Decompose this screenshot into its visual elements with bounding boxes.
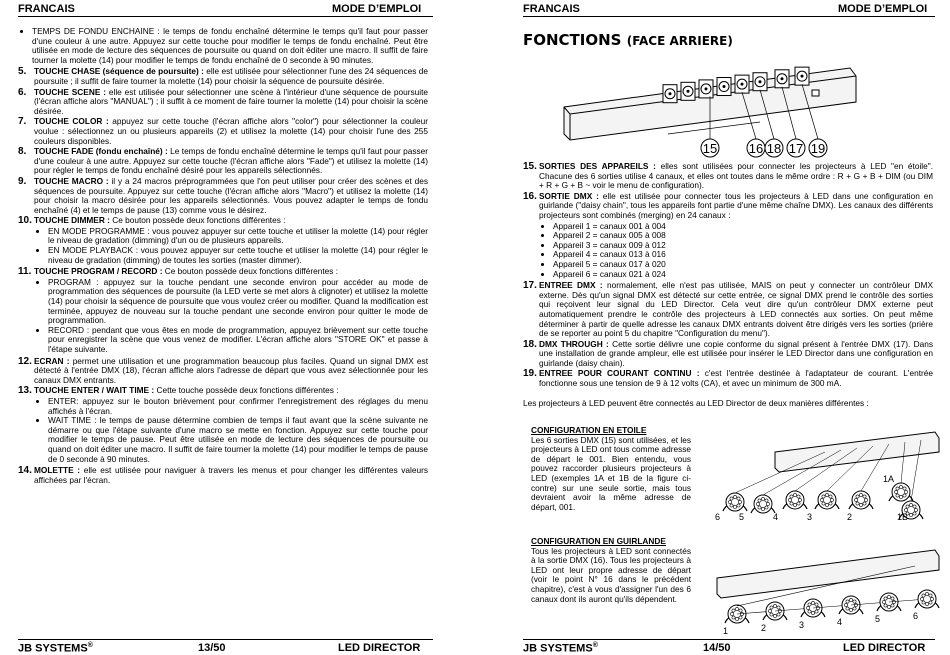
fixture-label: 4	[773, 512, 779, 522]
channel-assignment: • Appareil 5 = canaux 017 à 020	[553, 260, 933, 270]
enter-bullets	[18, 397, 428, 464]
fixture-label: 2	[761, 623, 767, 633]
chain-config	[531, 537, 691, 605]
footer-page-number: 14/50	[703, 642, 731, 654]
channel-assignment: • Appareil 4 = canaux 013 à 016	[553, 250, 933, 260]
led-fixture-icon	[883, 474, 913, 501]
header-rule	[18, 16, 433, 17]
section-title: FONCTIONS (FACE ARRIERE)	[523, 31, 733, 49]
xlr-connector-icon	[735, 75, 749, 93]
footer-product: LED DIRECTOR	[338, 642, 421, 654]
led-fixture-icon	[799, 599, 825, 630]
fixture-label: 6	[715, 512, 721, 522]
chain-config-diagram	[715, 548, 941, 638]
xlr-connector-icon	[699, 80, 713, 98]
channel-assignment: • Appareil 3 = canaux 009 à 012	[553, 241, 933, 251]
fixture-label: 1A	[883, 474, 895, 484]
numbered-item: 19. ENTREE POUR COURANT CONTINU : c'est l'entrée destinée à l'adaptateur de courant. L'entrée fonctionne sous une tension de 9 à 12 volts (CA), et avec un minimum de 300 mA.	[523, 368, 933, 389]
star-config-diagram	[715, 430, 941, 525]
xlr-connector-icon	[681, 82, 695, 100]
program-bullets	[18, 278, 428, 355]
numbered-item: 9. TOUCHE MACRO : il y a 24 macros préprogrammées que l'on peut utiliser pour créer des scènes et des séquences de poursuite. Appuyez sur cette touche (l'écran affiche alors "Macro") et utilisez la molette (14) pour choisir la macro désirée pour les appareils sélectionnés. Vous pouvez adapter le temps de fondu enchaîné (4) et le temps de pause (13) comme vous le désirez.	[18, 175, 428, 215]
led-fixture-icon	[773, 491, 807, 522]
dimmer-bullets	[18, 227, 428, 265]
enter-bullet: • ENTER: appuyez sur le bouton brièvement pour confirmer l'enregistrement des réglages du menu affichés à l'écran.	[48, 397, 428, 416]
chain-config-title: CONFIGURATION EN GUIRLANDE	[531, 536, 666, 546]
channel-assignment: • Appareil 1 = canaux 001 à 004	[553, 222, 933, 232]
channel-assignment: • Appareil 6 = canaux 021 à 024	[553, 270, 933, 280]
fixture-label: 3	[799, 620, 805, 630]
fixture-label: 4	[837, 617, 843, 627]
numbered-item: 15. SORTIES DES APPAREILS : elles sont utilisées pour connecter les projecteurs à LED "en étoile". Chacune des 6 sorties utilise 4 canaux, et elles ont toutes dans le même ordre : R + G + B + DIM (ou DIM + R + G + B ~ voir le menu de configuration).	[523, 161, 933, 191]
led-fixture-icon	[847, 491, 873, 522]
right-page	[475, 0, 950, 654]
svg-text:19: 19	[810, 141, 826, 156]
left-body	[18, 27, 428, 486]
xlr-connector-icon	[717, 78, 731, 96]
fixture-label: 1	[723, 626, 729, 636]
led-fixture-icon	[897, 501, 923, 522]
connection-intro: Les projecteurs à LED peuvent être connectés au LED Director de deux manières différentes :	[523, 397, 869, 408]
numbered-item: 17. ENTREE DMX : normalement, elle n'est pas utilisée, MAIS on peut y connecter un contrôleur DMX externe. Dès qu'un signal DMX est détecté sur cette entrée, ce signal DMX prend le contrôle des sorties qui reçoivent leur signal du LED Director. Cela veut dire qu'un contrôleur DMX externe peut automatiquement prendre le contrôle des projecteurs à LED connectés aux sorties. On peut même déterminer à partir de quelle adresse les canaux DMX entrants doivent être dirigés vers les sorties (prière de se reporter au point 5 du chapitre "Configuration du menu").	[523, 280, 933, 339]
star-config-text: Les 6 sorties DMX (15) sont utilisées, et les projecteurs à LED ont tous comme adresse de départ le 001. Bien entendu, vous pouvez raccorder plusieurs projecteurs à LED (exemples 1A et 1B de la figure ci-contre) sur une seule sortie, mais tous devraient avoir la même adresse de départ, 001.	[531, 434, 691, 512]
led-fixture-icon	[761, 602, 787, 633]
fixture-label: 2	[847, 512, 853, 522]
header-manual: MODE D’EMPLOI	[838, 3, 928, 15]
chain-config-text: Tous les projecteurs à LED sont connectés à la sortie DMX (16). Tous les projecteurs à LED ont leur propre adresse de départ (voir le point N° 16 dans le précédent chapitre), c'est à vous d'assigner l'un des 6 canaux dont ils auront qu'ils dépendent.	[531, 545, 691, 604]
numbered-item: 18. DMX THROUGH : Cette sortie délivre une copie conforme du signal présent à l'entrée DMX (17). Dans une installation de grande ampleur, elle est utilisée pour insérer le LED Director dans une configuration en guirlande (daisy chain).	[523, 338, 933, 368]
item-11: 11. TOUCHE PROGRAM / RECORD : Ce bouton possède deux fonctions différentes :	[18, 266, 339, 278]
dimmer-bullet: • EN MODE PROGRAMME : vous pouvez appuyer sur cette touche et utiliser la molette (14) pour régler le niveau de gradation (dimming) d'un ou de plusieurs appareils.	[48, 227, 428, 246]
fixture-label: 5	[739, 512, 745, 522]
led-fixture-icon	[723, 605, 749, 636]
dimmer-bullet: • EN MODE PLAYBACK : vous pouvez appuyer sur cette touche et utiliser la molette (14) pour régler le niveau de gradation (dimming) de toutes les sorties (master dimmer).	[48, 246, 428, 265]
header-manual: MODE D’EMPLOI	[332, 3, 422, 15]
footer-product: LED DIRECTOR	[843, 642, 926, 654]
channel-list	[523, 222, 933, 280]
led-fixture-icon	[739, 495, 775, 522]
footer-rule	[18, 639, 433, 640]
item-12: 12. ECRAN : permet une utilisation et une programmation beaucoup plus faciles. Quand un signal DMX est détecté à l'entrée DMX (18), l'écran affiche alors l'adresse de départ que vous avez sélectionnée pour les canaux DMX entrants.	[18, 355, 428, 385]
numbered-item: 5. TOUCHE CHASE (séquence de poursuite) : elle est utilisée pour sélectionner l'une des 24 séquences de poursuite ; il suffit de faire tourner la molette (14) pour choisir la séquence de poursuite désirée.	[18, 66, 428, 86]
fixture-label: 3	[807, 512, 813, 522]
rear-panel-illustration	[560, 62, 860, 162]
footer-brand: JB SYSTEMS®	[523, 642, 598, 655]
intro-bullet: • TEMPS DE FONDU ENCHAINE : le temps de fondu enchaîné détermine le temps qu'il faut pour passer d'une couleur à une autre. Appuyez sur cette touche pour modifier le temps de fondu enchaîné. Peut être utilisée en mode de lecture des séquences de poursuite ou quand on doit éditer une macro. Il suffit de faire tourner la molette (14) pour modifier le temps de fondu enchaîné de 0 seconde à 90 minutes.	[32, 27, 428, 65]
numbered-items	[523, 162, 933, 221]
program-bullet: • RECORD : pendant que vous êtes en mode de programmation, appuyez brièvement sur cette touche pour enregistrer la scène que vous venez de modifier. L'écran affiche alors "STORE OK" et passe à l'étape suivante.	[48, 326, 428, 355]
star-config	[531, 426, 691, 513]
numbered-items-2	[523, 281, 933, 389]
svg-text:17: 17	[788, 141, 804, 156]
numbered-items	[18, 67, 428, 226]
numbered-item: 16. SORTIE DMX : elle est utilisée pour connecter tous les projecteurs à LED dans une configuration en guirlande ("daisy chain", tous les appareils font partie d'une même chaîne DMX). Les canaux des différents projecteurs sont combinés (merging) en 24 canaux :	[523, 190, 933, 220]
program-bullet: • PROGRAM : appuyez sur la touche pendant une seconde environ pour accéder au mode de programmation des séquences de poursuite (la LED verte se met alors à clignoter) et utilisez la molette (14) pour choisir la séquence de poursuite que vous voulez créer ou modifier. Quand la modification est terminée, appuyez de nouveau sur la touche pendant une seconde environ pour quitter le mode de programmation.	[48, 278, 428, 326]
header-rule	[523, 16, 935, 17]
header-language: FRANCAIS	[523, 3, 580, 15]
numbered-item: 10. TOUCHE DIMMER : Ce bouton possède deux fonctions différentes :	[18, 215, 286, 227]
xlr-connector-icon	[753, 73, 767, 91]
footer-page-number: 13/50	[198, 642, 226, 654]
intro-list	[18, 27, 428, 65]
channel-assignment: • Appareil 2 = canaux 005 à 008	[553, 231, 933, 241]
header-language: FRANCAIS	[18, 3, 75, 15]
led-fixture-icon	[875, 593, 901, 624]
led-fixture-icon	[913, 590, 939, 621]
item-13: 13. TOUCHE ENTER / WAIT TIME : Cette touche possède deux fonctions différentes :	[18, 385, 339, 397]
led-fixture-icon	[837, 596, 863, 627]
xlr-connector-icon	[663, 85, 677, 103]
item-14: 14. MOLETTE : elle est utilisée pour naviguer à travers les menus et pour changer les différentes valeurs affichées par l'écran.	[18, 465, 428, 485]
star-config-title: CONFIGURATION EN ETOILE	[531, 425, 647, 435]
right-body	[523, 162, 933, 409]
svg-text:18: 18	[766, 141, 782, 156]
numbered-item: 8. TOUCHE FADE (fondu enchaîné) : Le temps de fondu enchaîné détermine le temps qu'il faut pour passer d'une couleur à une autre. Appuyez sur cette touche (l'écran affiche alors "Fade") et utilisez la molette (14) pour régler le temps de fondu enchaîné désiré pour les appareils sélectionnés.	[18, 146, 428, 176]
footer-rule	[523, 639, 935, 640]
svg-text:15: 15	[702, 141, 718, 156]
svg-text:16: 16	[748, 141, 764, 156]
fixture-label: 6	[913, 611, 919, 621]
fixture-label: 1B	[897, 512, 909, 522]
footer-brand: JB SYSTEMS®	[18, 642, 93, 655]
numbered-item: 6. TOUCHE SCENE : elle est utilisée pour sélectionner une scène à l'intérieur d'une séquence de poursuite (l'écran affiche alors "MANUAL") ; il suffit à ce moment de faire tourner la molette (14) pour choisir la scène désirée.	[18, 86, 428, 116]
numbered-item: 7. TOUCHE COLOR : appuyez sur cette touche (l'écran affiche alors "color") pour sélectionner la couleur voulue : sélectionnez un ou plusieurs appareils (2) et utilisez la molette (14) pour choisir l'une des 255 couleurs disponibles.	[18, 116, 429, 146]
fixture-label: 5	[875, 614, 881, 624]
led-fixture-icon	[807, 491, 839, 522]
xlr-connector-icon	[795, 67, 809, 85]
enter-bullet: • WAIT TIME : le temps de pause détermine combien de temps il faut avant que la scène suivante ne démarre ou que l'étape suivante d'une macro se mette en fonction. Appuyez sur cette touche pour modifier le temps de pause. Peut être utilisée en mode de lecture des séquences de poursuite ou quand on doit éditer une macro. Il suffit de faire tourner la molette (14) pour modifier le temps de pause de 0 seconde à 90 minutes.	[48, 416, 428, 464]
xlr-connector-icon	[775, 70, 789, 88]
left-page	[0, 0, 475, 654]
